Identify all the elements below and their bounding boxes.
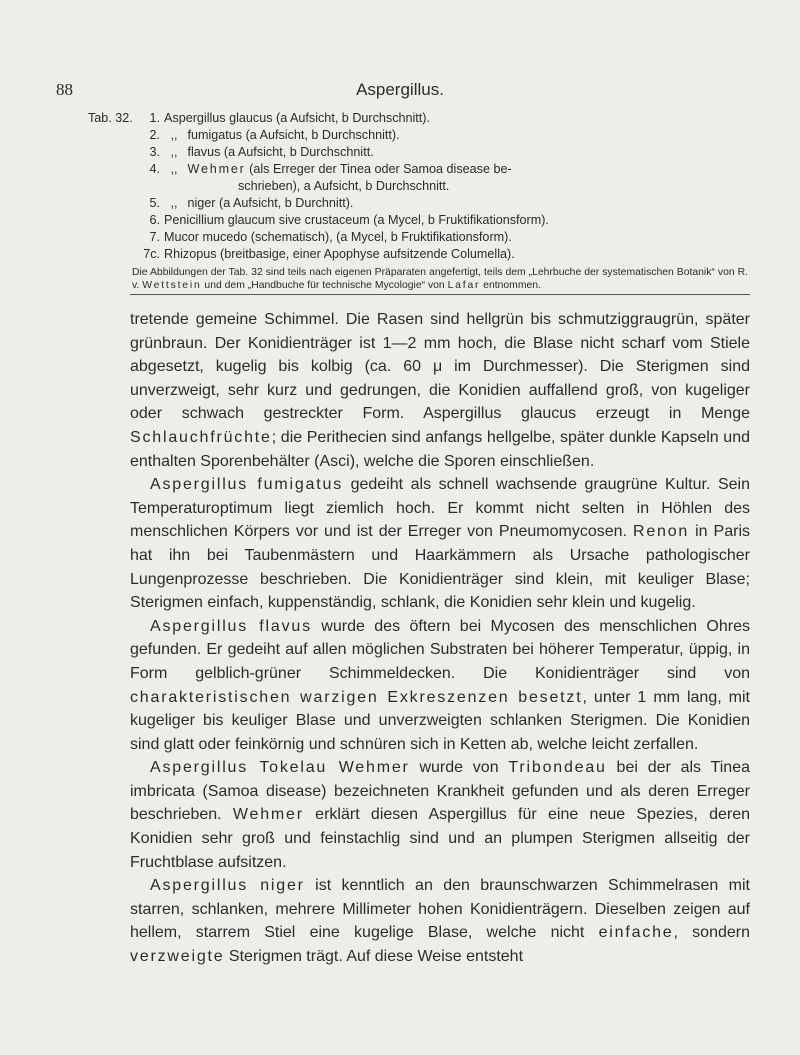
caption-item: 6. Penicillium glaucum sive crustaceum (a Mycel, b Fruktifikationsform). (149, 213, 549, 227)
paragraph: Aspergillus Tokelau Wehmer wurde von Tribondeau bei der als Tinea imbricata (Samoa disease) bezeichneten Krankheit gefunden und als deren Erreger beschrieben. Wehmer erklärt diesen Aspergillus für eine neue Spezies, deren Konidien sehr groß und feinstachlig sind und an plumpen Sterigmen allseitig der Fruchtblase aufsitzen. (130, 759, 751, 871)
running-title: Aspergillus. (356, 80, 444, 99)
plate-caption (88, 110, 748, 292)
paragraph: Aspergillus niger ist kenntlich an den braunschwarzen Schimmelrasen mit starren, schlanken, mehrere Millimeter hohen Konidienträgern. Dieselben zeigen auf hellem, starrem Stiel eine kugelige Blase, welche nicht einfache, sondern verzweigte Sterigmen trägt. Auf diese Weise entsteht (130, 877, 750, 966)
page-number: 88 (56, 80, 73, 99)
caption-item: Tab. 32. 1. Aspergillus glaucus (a Aufsicht, b Durchschnitt). (88, 111, 430, 125)
caption-item: 7c. Rhizopus (breitbasige, einer Apophyse aufsitzende Columella). (143, 247, 515, 261)
caption-item: 4. ,, Wehmer (als Erreger der Tinea oder Samoa disease be- (149, 162, 512, 176)
caption-item: 5. ,, niger (a Aufsicht, b Durchnitt). (149, 196, 354, 210)
page-header (56, 60, 744, 100)
tab-label: Tab. 32. (88, 111, 133, 125)
section-divider (130, 294, 750, 295)
paragraph: Aspergillus fumigatus gedeiht als schnell wachsende graugrüne Kultur. Sein Temperaturoptimum liegt ziemlich hoch. Er kommt nicht selten in Höhlen des menschlichen Körpers vor und ist der Erreger von Pneumomycosen. Renon in Paris hat ihn bei Taubenmästern und Haarkämmern als Ursache pathologischer Lungenprozesse beschrieben. Die Konidienträger sind klein, mit keuliger Blase; Sterigmen einfach, kuppenständig, schlank, die Konidien sehr klein und kugelig. (130, 476, 751, 612)
caption-item: 7. Mucor mucedo (schematisch), (a Mycel, b Fruktifikationsform). (149, 230, 512, 244)
caption-item: 2. ,, fumigatus (a Aufsicht, b Durchschnitt). (149, 128, 400, 142)
paragraph: Aspergillus flavus wurde des öftern bei Mycosen des menschlichen Ohres gefunden. Er gedeiht auf allen möglichen Substraten bei höherer Temperatur, üppig, in Form gelblich-grüner Schimmeldecken. Die Konidienträger sind von charakteristischen warzigen Exkreszenzen besetzt, unter 1 mm lang, mit kugeliger bis keuliger Blase und unverzweigten schlanken Sterigmen. Die Konidien sind glatt oder feinkörnig und schnüren sich in Ketten ab, welche leicht zerfallen. (130, 617, 751, 753)
paragraph: tretende gemeine Schimmel. Die Rasen sind hellgrün bis schmutziggraugrün, später grünbraun. Der Konidienträger ist 1—2 mm hoch, die Blase nicht scharf vom Stiele abgesetzt, kugelig bis kolbig (ca. 60 μ im Durchmesser). Die Sterigmen sind unverzweigt, sehr kurz und gedrungen, die Konidien auffallend groß, von kugeliger oder schwach gestreckter Form. Aspergillus glaucus erzeugt in Menge Schlauchfrüchte; die Perithecien sind anfangs hellgelbe, später dunkle Kapseln und enthalten Sporenbehälter (Asci), welche die Sporen einschließen. (130, 311, 750, 470)
caption-source-note: Die Abbildungen der Tab. 32 sind teils nach eigenen Präparaten angefertigt, teils dem „Lehrbuche der systematischen Botanik“ von R. v. Wettstein und dem „Handbuche für technische Mycologie“ von Lafar entnommen. (132, 267, 748, 291)
main-text (130, 308, 750, 969)
caption-item: 3. ,, flavus (a Aufsicht, b Durchschnitt. (149, 145, 374, 159)
caption-item-continuation: schrieben), a Aufsicht, b Durchschnitt. (238, 179, 450, 193)
